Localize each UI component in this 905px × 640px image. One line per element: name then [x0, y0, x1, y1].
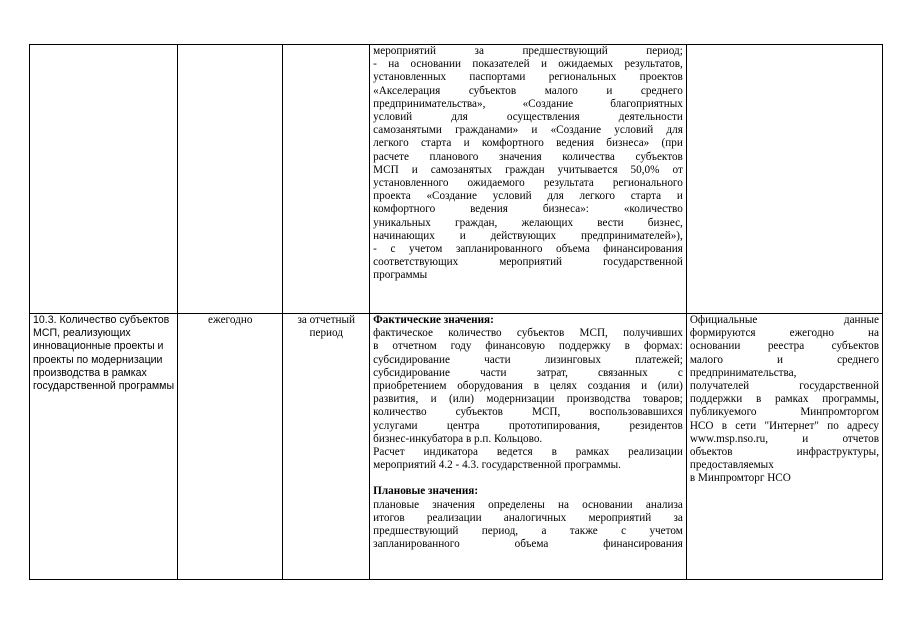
text-line: в отчетном году финансовую поддержку в формах:: [373, 340, 683, 353]
frequency-value: ежегодно: [208, 314, 253, 326]
text-line: мероприятий 4.2 - 4.3. государственной программы.: [373, 459, 621, 472]
text-line: плановые значения определены на основании анализа: [373, 498, 683, 511]
text-line: Расчет индикатора ведется в рамках реализации: [373, 446, 683, 459]
text-line: «Акселерация субъектов малого и среднего: [373, 84, 683, 97]
calculation-note: [373, 446, 683, 472]
period-value: за отчетный период: [297, 314, 355, 340]
text-line: программы: [373, 269, 428, 282]
indicator-name-cell: [30, 314, 178, 580]
planned-values-heading: Плановые значения:: [373, 485, 479, 498]
text-line: итогов реализации аналогичных мероприятий за: [373, 511, 683, 524]
text-line: количество субъектов МСП, воспользовавшихся: [373, 406, 683, 419]
indicator-table: [29, 44, 883, 580]
text-line: субсидирование части затрат, связанных с: [373, 366, 683, 379]
text-line: приобретением оборудования в целях создания и (или): [373, 380, 683, 393]
planned-values-text: [373, 499, 683, 552]
frequency-cell-empty: [178, 45, 283, 314]
table-row: [30, 314, 883, 580]
text-line: публикуемого Минпромторгом: [689, 406, 879, 419]
text-line: предпринимательства,: [689, 366, 797, 379]
text-line: установленного ожидаемого результата регионального: [373, 177, 683, 190]
text-line: самозанятыми гражданами» и «Создание условий для: [373, 124, 683, 137]
text-line: фактическое количество субъектов МСП, получивших: [373, 327, 683, 340]
data-source-text: [690, 314, 879, 486]
text-line: комфортного ведения бизнеса»: «количество: [373, 203, 683, 216]
text-line: легкого старта и комфортного ведения бизнеса» (при: [373, 137, 683, 150]
text-line: Официальные данные: [689, 314, 879, 326]
text-line: - с учетом запланированного объема финансирования: [373, 243, 683, 256]
period-cell-empty: [283, 45, 370, 314]
text-line: формируются ежегодно на: [689, 327, 879, 340]
text-line: запланированного объема финансирования: [373, 538, 683, 551]
method-cell: [370, 314, 687, 580]
text-line: объектов инфраструктуры,: [689, 446, 879, 459]
text-line: субсидирование части лизинговых платежей;: [373, 353, 683, 366]
text-line: мероприятий за предшествующий период;: [373, 45, 683, 57]
source-cell: [686, 314, 882, 580]
text-line: в Минпромторг НСО: [689, 472, 791, 485]
text-line: основании реестра субъектов: [689, 340, 879, 353]
period-cell: [283, 314, 370, 580]
table-row: [30, 45, 883, 314]
actual-values-text: [373, 327, 683, 446]
text-line: условий для осуществления деятельности: [373, 111, 683, 124]
text-line: начинающих и действующих предпринимателей»),: [373, 229, 683, 242]
text-line: получателей государственной: [689, 380, 879, 393]
source-cell-empty: [686, 45, 882, 314]
indicator-cell-empty: [30, 45, 178, 314]
text-line: бизнес-инкубатора в р.п. Кольцово.: [373, 432, 543, 445]
text-line: развития, и (или) модернизации производства товаров;: [373, 393, 683, 406]
actual-values-heading: Фактические значения:: [373, 314, 494, 326]
method-text-continued: [373, 45, 683, 283]
text-line: уникальных граждан, желающих вести бизнес,: [373, 216, 683, 229]
text-line: малого и среднего: [689, 353, 879, 366]
method-cell-continued: [370, 45, 687, 314]
text-line: www.msp.nso.ru, и отчетов: [689, 432, 879, 445]
text-line: расчете планового значения количества субъектов: [373, 150, 683, 163]
text-line: МСП и самозанятых граждан учитывается 50,0% от: [373, 163, 683, 176]
frequency-cell: [178, 314, 283, 580]
text-line: НСО в сети "Интернет" по адресу: [689, 419, 879, 432]
text-line: установленных паспортами региональных проектов: [373, 71, 683, 84]
text-line: предоставляемых: [689, 459, 774, 472]
indicator-name: 10.3. Количество субъектов МСП, реализующих инновационные проекты и проекты по модернизации производства в рамках государственной программы: [33, 314, 175, 393]
text-line: предпринимательства», «Создание благоприятных: [373, 97, 683, 110]
text-line: предшествующий период, а также с учетом: [373, 525, 683, 538]
text-line: поддержки в рамках программы,: [689, 393, 879, 406]
text-line: соответствующих мероприятий государственной: [373, 256, 683, 269]
text-line: проекта «Создание условий для легкого старта и: [373, 190, 683, 203]
text-line: - на основании показателей и ожидаемых результатов,: [373, 58, 683, 71]
spacer: [373, 472, 683, 485]
text-line: услугами центра прототипирования, резидентов: [373, 419, 683, 432]
